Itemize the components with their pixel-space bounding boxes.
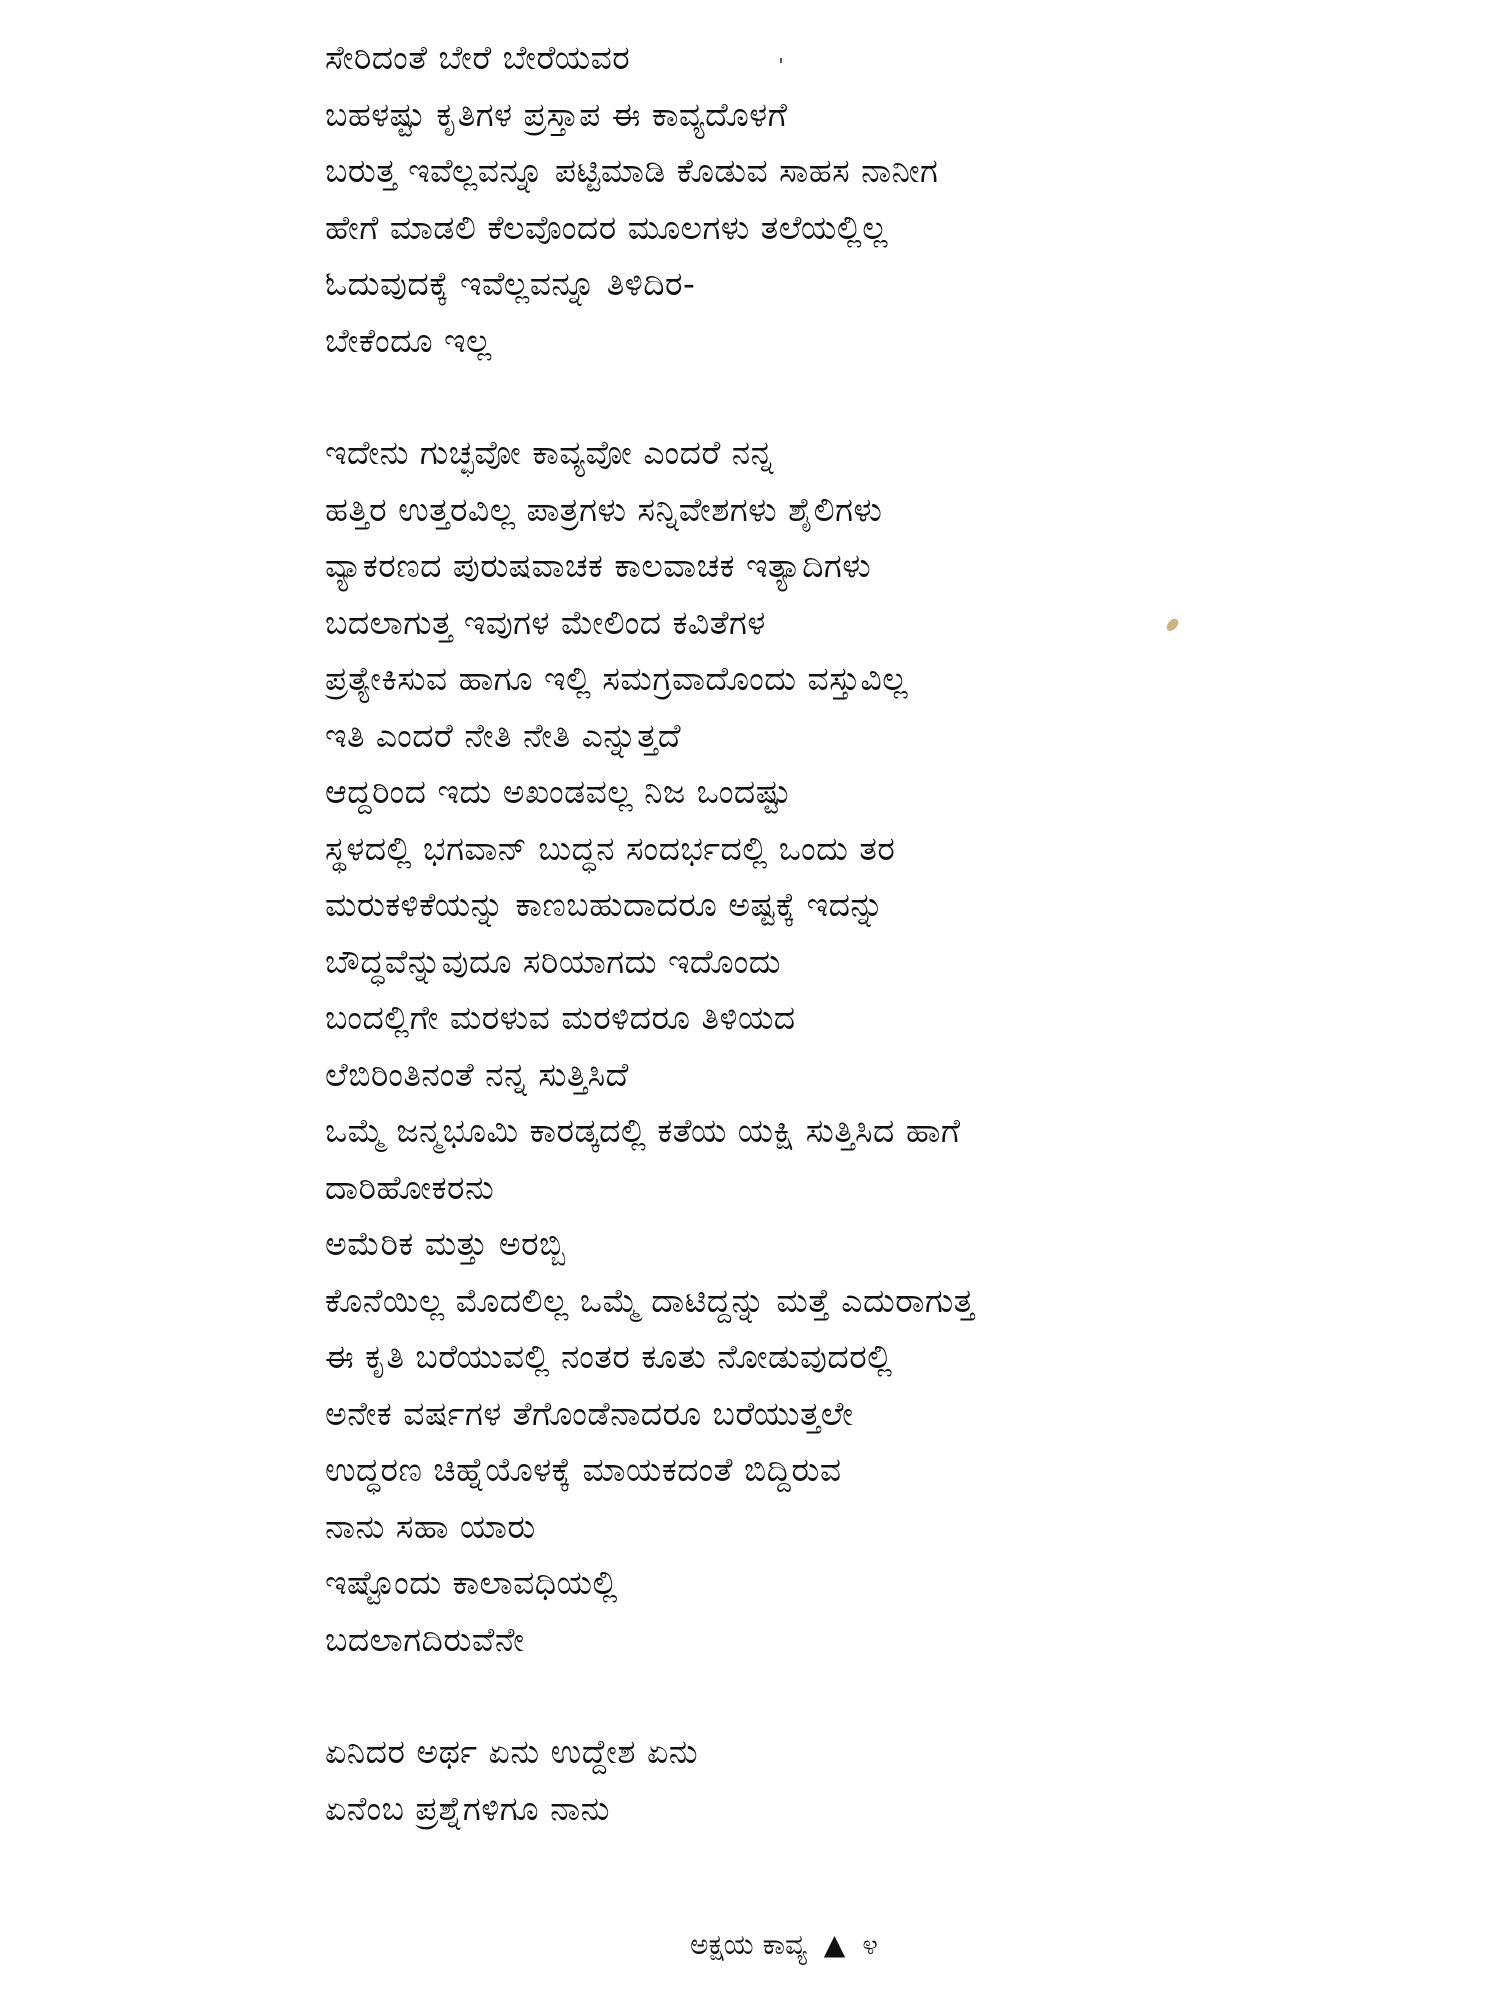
poem-line: ಇಷ್ಟೊಂದು ಕಾಲಾವಧಿಯಲ್ಲಿ <box>325 1563 618 1602</box>
poem-line: ಓದುವುದಕ್ಕೆ ಇವೆಲ್ಲವನ್ನೂ ತಿಳಿದಿರ- <box>325 264 696 303</box>
poem-line: ಲೆಬಿರಿಂತಿನಂತೆ ನನ್ನ ಸುತ್ತಿಸಿದೆ <box>325 1054 629 1094</box>
poem-line: ಸೇರಿದಂತೆ ಬೇರೆ ಬೇರೆಯವರ <box>325 38 631 77</box>
poem-line: ನಾನು ಸಹಾ ಯಾರು <box>325 1506 536 1546</box>
book-title: ಅಕ್ಷಯ ಕಾವ್ಯ <box>690 1928 807 1961</box>
poem-line: ಏನಿದರ ಅರ್ಥ ಏನು ಉದ್ದೇಶ ಏನು <box>325 1732 699 1771</box>
poem-line: ಇದೇನು ಗುಚ್ಛವೋ ಕಾವ್ಯವೋ ಎಂದರೆ ನನ್ನ <box>325 433 774 472</box>
poem-line: ವ್ಯಾಕರಣದ ಪುರುಷವಾಚಕ ಕಾಲವಾಚಕ ಇತ್ಯಾದಿಗಳು <box>325 546 872 585</box>
poem-line: ಬಹಳಷ್ಟು ಕೃತಿಗಳ ಪ್ರಸ್ತಾಪ ಈ ಕಾವ್ಯದೊಳಗೆ <box>325 94 788 134</box>
poem-line: ಪ್ರತ್ಯೇಕಿಸುವ ಹಾಗೂ ಇಲ್ಲಿ ಸಮಗ್ರವಾದೊಂದು ವಸ್ತುವಿಲ್ಲ <box>325 659 909 698</box>
poem-line: ಕೊನೆಯಿಲ್ಲ ಮೊದಲಿಲ್ಲ ಒಮ್ಮೆ ದಾಟಿದ್ದನ್ನು ಮತ್ತೆ ಎದುರಾಗುತ್ತ <box>325 1280 975 1320</box>
poem-line: ಮರುಕಳಿಕೆಯನ್ನು ಕಾಣಬಹುದಾದರೂ ಅಷ್ಟಕ್ಕೆ ಇದನ್ನು <box>325 885 885 924</box>
poem-line: ಹೇಗೆ ಮಾಡಲಿ ಕೆಲವೊಂದರ ಮೂಲಗಳು ತಲೆಯಲ್ಲಿಲ್ಲ <box>325 207 889 247</box>
poem-line: ಬದಲಾಗುತ್ತ ಇವುಗಳ ಮೇಲಿಂದ ಕವಿತೆಗಳ <box>325 602 766 642</box>
poem-line: ಈ ಕೃತಿ ಬರೆಯುವಲ್ಲಿ ನಂತರ ಕೂತು ನೋಡುವುದರಲ್ಲಿ <box>325 1337 893 1376</box>
scan-mark <box>780 58 782 63</box>
poem-line: ಬರುತ್ತ ಇವೆಲ್ಲವನ್ನೂ ಪಟ್ಟಿಮಾಡಿ ಕೊಡುವ ಸಾಹಸ ನಾನೀಗ <box>325 151 939 190</box>
poem-line: ಬೌದ್ಧವೆನ್ನುವುದೂ ಸರಿಯಾಗದು ಇದೊಂದು <box>325 941 782 981</box>
poem-line: ಏನೆಂಬ ಪ್ರಶ್ನೆಗಳಿಗೂ ನಾನು <box>325 1788 610 1828</box>
poem-line: ಇತಿ ಎಂದರೆ ನೇತಿ ನೇತಿ ಎನ್ನುತ್ತದೆ <box>325 715 682 755</box>
poem-line: ಉದ್ಧರಣ ಚಿಹ್ನೆಯೊಳಕ್ಕೆ ಮಾಯಕದಂತೆ ಬಿದ್ದಿರುವ <box>325 1450 842 1489</box>
triangle-icon: ▲ <box>823 1928 846 1961</box>
page-number: ೪ <box>862 1928 878 1961</box>
page-footer <box>690 1925 878 1965</box>
stanza-2 <box>325 425 1325 1668</box>
poem-line: ಅಮೆರಿಕ ಮತ್ತು ಅರಬ್ಬಿ <box>325 1224 566 1263</box>
stanza-1 <box>325 30 1325 369</box>
stanza-3 <box>325 1724 1325 1837</box>
poem-line: ಒಮ್ಮೆ ಜನ್ಮಭೂಮಿ ಕಾರಡ್ಕದಲ್ಲಿ ಕತೆಯ ಯಕ್ಷಿ ಸುತ್ತಿಸಿದ ಹಾಗೆ <box>325 1111 961 1150</box>
poem-line: ದಾರಿಹೋಕರನು <box>325 1167 495 1207</box>
poem-line: ಸ್ಥಳದಲ್ಲಿ ಭಗವಾನ್ ಬುದ್ಧನ ಸಂದರ್ಭದಲ್ಲಿ ಒಂದು ತರ <box>325 828 896 868</box>
poem-line: ಬಂದಲ್ಲಿಗೇ ಮರಳುವ ಮರಳಿದರೂ ತಿಳಿಯದ <box>325 998 796 1037</box>
poem-body <box>325 30 1325 1837</box>
poem-line: ಬೇಕೆಂದೂ ಇಲ್ಲ <box>325 320 492 360</box>
poem-line: ಅನೇಕ ವರ್ಷಗಳ ತೆಗೊಂಡೆನಾದರೂ ಬರೆಯುತ್ತಲೇ <box>325 1393 854 1433</box>
poem-line: ಬದಲಾಗದಿರುವೆನೇ <box>325 1619 525 1659</box>
poem-line: ಆದ್ದರಿಂದ ಇದು ಅಖಂಡವಲ್ಲ ನಿಜ ಒಂದಷ್ಟು <box>325 772 792 811</box>
poem-line: ಹತ್ತಿರ ಉತ್ತರವಿಲ್ಲ ಪಾತ್ರಗಳು ಸನ್ನಿವೇಶಗಳು ಶೈಲಿಗಳು <box>325 489 883 529</box>
